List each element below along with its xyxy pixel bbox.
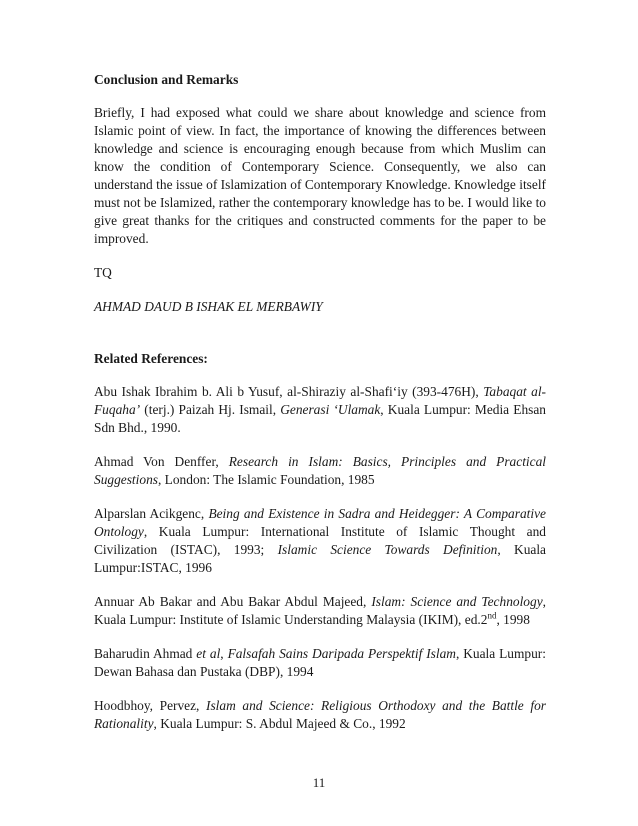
reference-item	[94, 697, 546, 733]
reference-text: , Kuala Lumpur: Dewan Bahasa dan Pustaka (DBP), 1994	[94, 646, 546, 679]
reference-text: , London: The Islamic Foundation, 1985	[157, 472, 375, 487]
reference-title: Falsafah Sains Daripada Perspektif Islam	[227, 646, 456, 661]
reference-item	[94, 453, 546, 489]
reference-title: Islam and Science: Religious Orthodoxy and the Battle for Rationality	[94, 698, 546, 731]
conclusion-paragraph: Briefly, I had exposed what could we share about knowledge and science from Islamic point of view. In fact, the importance of knowing the differences between knowledge and science is encouraging enough because from which Muslim can know the condition of Contemporary Science. Consequently, we also can understand the issue of Islamization of Contemporary Knowledge. Knowledge itself must not be Islamized, rather the contemporary knowledge has to be. I would like to give great thanks for the critiques and constructed comments for the paper to be improved.	[94, 105, 546, 246]
reference-text: , Kuala Lumpur: International Institute of Islamic Thought and Civilization (ISTAC), 1993;	[94, 524, 546, 557]
page-content	[94, 71, 546, 749]
reference-text: ,	[220, 646, 228, 661]
conclusion-heading: Conclusion and Remarks	[94, 72, 239, 87]
reference-title: Tabaqat al-Fuqaha’	[94, 384, 547, 417]
sign-off: TQ	[94, 265, 112, 280]
reference-text: Hoodbhoy, Pervez,	[94, 698, 207, 713]
reference-text: Ahmad Von Denffer,	[94, 454, 229, 469]
reference-text: Abu Ishak Ibrahim b. Ali b Yusuf, al-Shiraziy al-Shafi‘iy (393-476H),	[94, 384, 484, 399]
ordinal-superscript: nd	[487, 610, 497, 621]
reference-text: , Kuala Lumpur:ISTAC, 1996	[94, 542, 546, 575]
reference-text: Annuar Ab Bakar and Abu Bakar Abdul Majeed,	[94, 594, 372, 609]
author-name: AHMAD DAUD B ISHAK EL MERBAWIY	[94, 299, 323, 314]
reference-text: Baharudin Ahmad	[94, 646, 197, 661]
reference-title: Being and Existence in Sadra and Heidegger: A Comparative Ontology	[94, 506, 546, 539]
reference-text: Alparslan Acikgenc,	[94, 506, 209, 521]
reference-title: Generasi ‘Ulamak	[280, 402, 381, 417]
reference-item	[94, 383, 546, 437]
reference-text: , Kuala Lumpur: Media Ehsan Sdn Bhd., 1990.	[94, 402, 546, 435]
reference-title: Islam: Science and Technology	[371, 594, 543, 609]
reference-item	[94, 645, 546, 681]
reference-title: Research in Islam: Basics, Principles and Practical Suggestions	[94, 454, 546, 487]
reference-text: , 1998	[496, 612, 530, 627]
reference-item	[94, 593, 546, 629]
reference-text: , Kuala Lumpur: Institute of Islamic Understanding Malaysia (IKIM), ed.2	[94, 594, 547, 627]
reference-title: Islamic Science Towards Definition	[277, 542, 498, 557]
page-number: 11	[312, 775, 326, 790]
reference-text: , Kuala Lumpur: S. Abdul Majeed & Co., 1992	[153, 716, 406, 731]
references-heading: Related References:	[94, 351, 208, 366]
reference-item	[94, 505, 546, 577]
reference-title: et al	[196, 646, 221, 661]
reference-text: (terj.) Paizah Hj. Ismail,	[140, 402, 281, 417]
